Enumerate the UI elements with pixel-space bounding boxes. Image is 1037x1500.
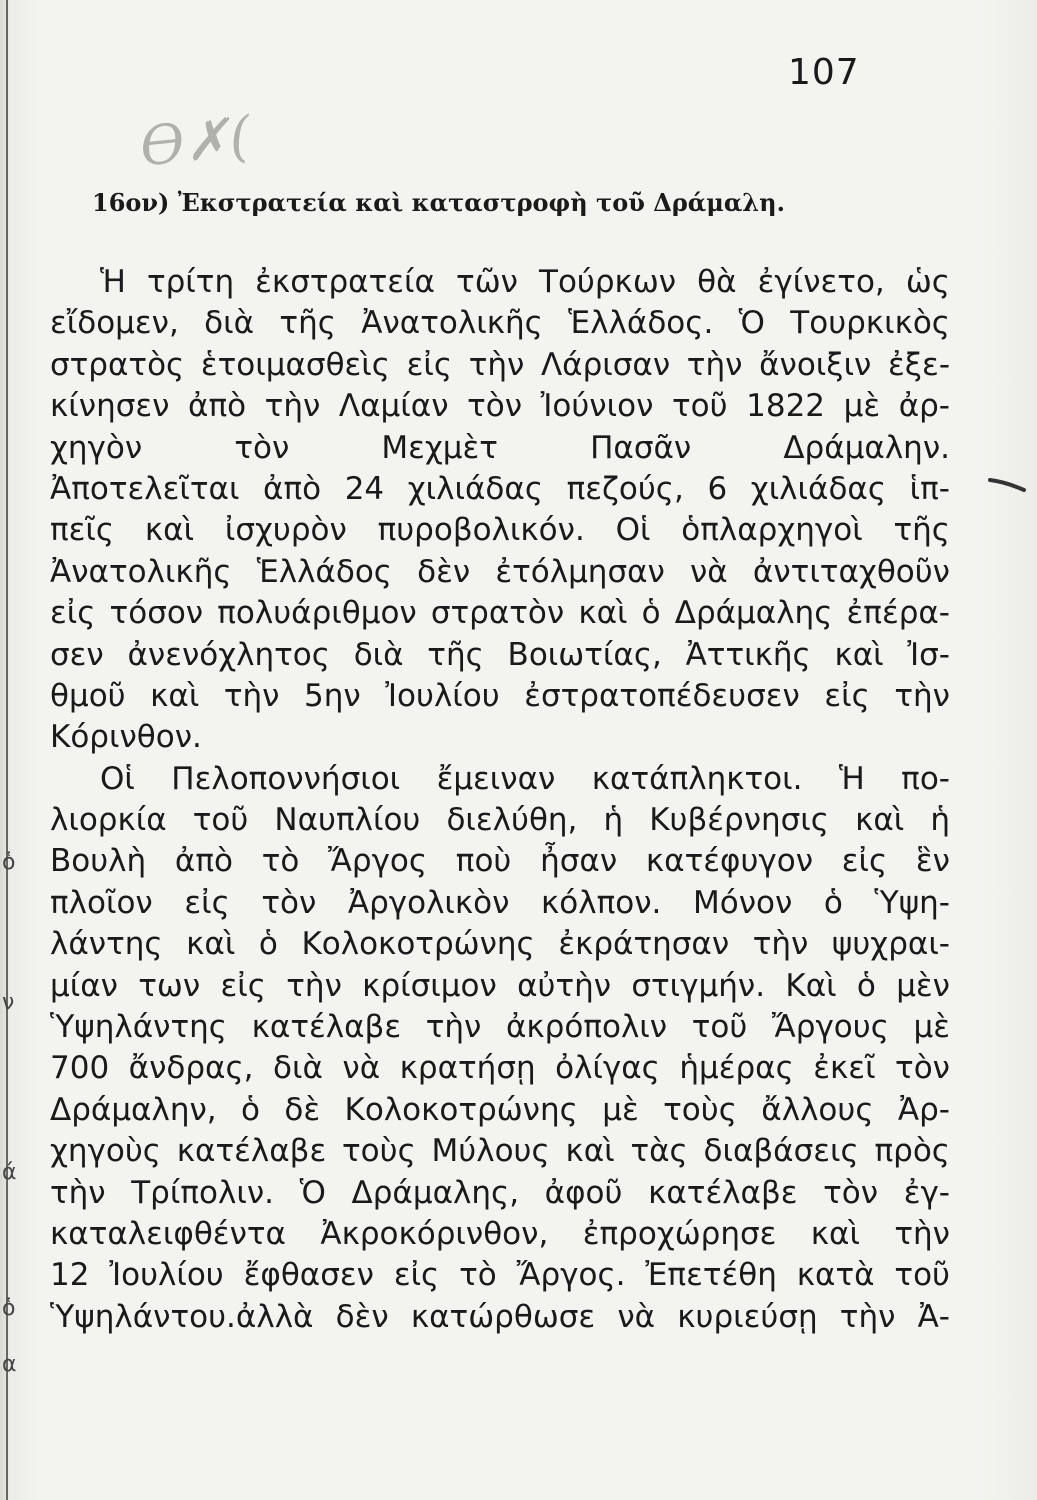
text-line: χηγοὺς κατέλαβε τοὺς Μύλους καὶ τὰς διαβάσεις πρὸς	[50, 1133, 950, 1170]
text-line: εἰς τόσον πολυάριθμον στρατὸν καὶ ὁ Δράμαλης ἐπέρα-	[50, 595, 950, 632]
margin-note: ά	[2, 1160, 17, 1185]
text-line: σεν ἀνενόχλητος διὰ τῆς Βοιωτίας, Ἀττικῆς καὶ Ἰσ-	[50, 636, 950, 673]
section-title: 16ον) Ἐκστρατεία καὶ καταστροφὴ τοῦ Δράμαλη.	[92, 188, 785, 217]
text-line: Ἡ τρίτη ἐκστρατεία τῶν Τούρκων θὰ ἐγίνετο, ὡς	[100, 264, 950, 300]
text-line: Ὑψηλάντου.ἀλλὰ δὲν κατώρθωσε νὰ κυριεύσῃ τὴν Ἀ-	[50, 1298, 950, 1335]
text-line: 700 ἄνδρας, διὰ νὰ κρατήσῃ ὀλίγας ἡμέρας ἐκεῖ τὸν	[50, 1050, 950, 1087]
text-line: καταλειφθέντα Ἀκροκόρινθον, ἐπροχώρησε καὶ τὴν	[50, 1215, 950, 1252]
text-line: Δράμαλην, ὁ δὲ Κολοκοτρώνης μὲ τοὺς ἄλλους Ἀρ-	[50, 1091, 950, 1128]
text-line: πλοῖον εἰς τὸν Ἀργολικὸν κόλπον. Μόνον ὁ Ὑψη-	[50, 884, 950, 921]
text-line: τὴν Τρίπολιν. Ὁ Δράμαλης, ἀφοῦ κατέλαβε τὸν ἐγ-	[50, 1174, 950, 1211]
margin-note: ὁ	[2, 850, 16, 875]
margin-note: ὁ	[2, 1296, 16, 1321]
text-line: Ἀνατολικῆς Ἑλλάδος δὲν ἐτόλμησαν νὰ ἀντιταχθοῦν	[50, 553, 950, 590]
text-line: Ἀποτελεῖται ἀπὸ 24 χιλιάδας πεζούς, 6 χιλιάδας ἱπ-	[50, 470, 950, 507]
text-line: πεῖς καὶ ἰσχυρὸν πυροβολικόν. Οἱ ὁπλαρχηγοὶ τῆς	[50, 512, 950, 549]
margin-note: ν	[2, 990, 15, 1015]
text-line: μίαν των εἰς τὴν κρίσιμον αὐτὴν στιγμήν. Καὶ ὁ μὲν	[50, 967, 950, 1004]
text-line: θμοῦ καὶ τὴν 5ην Ἰουλίου ἐστρατοπέδευσεν εἰς τὴν	[50, 677, 950, 714]
text-line: Βουλὴ ἀπὸ τὸ Ἄργος ποὺ ἦσαν κατέφυγον εἰς ἓν	[50, 843, 950, 880]
text-line: Ὑψηλάντης κατέλαβε τὴν ἀκρόπολιν τοῦ Ἄργους μὲ	[50, 1009, 950, 1046]
body-text	[50, 262, 950, 1338]
text-line: Οἱ Πελοποννήσιοι ἔμειναν κατάπληκτοι. Ἡ πο-	[100, 760, 950, 797]
ink-stroke-mark	[988, 474, 1028, 494]
text-line: εἴδομεν, διὰ τῆς Ἀνατολικῆς Ἑλλάδος. Ὁ Τουρκικὸς	[50, 305, 950, 342]
text-line: λάντης καὶ ὁ Κολοκοτρώνης ἐκράτησαν τὴν ψυχραι-	[50, 926, 950, 963]
text-line: λιορκία τοῦ Ναυπλίου διελύθη, ἡ Κυβέρνησις καὶ ἡ	[50, 802, 950, 839]
pencil-annotation: Ѳ✗(	[137, 104, 254, 179]
text-line: στρατὸς ἑτοιμασθεὶς εἰς τὴν Λάρισαν τὴν ἄνοιξιν ἐξε-	[50, 346, 950, 383]
margin-note: α	[2, 1352, 17, 1377]
text-line: Κόρινθον.	[50, 719, 202, 756]
text-line: 12 Ἰουλίου ἔφθασεν εἰς τὸ Ἄργος. Ἐπετέθη κατὰ τοῦ	[50, 1257, 950, 1294]
left-margin-notes	[0, 0, 40, 1500]
text-line: κίνησεν ἀπὸ τὴν Λαμίαν τὸν Ἰούνιον τοῦ 1822 μὲ ἀρ-	[50, 388, 950, 425]
page-number: 107	[788, 52, 860, 93]
text-line: χηγὸν τὸν Μεχμὲτ Πασᾶν Δράμαλην.	[50, 429, 950, 466]
